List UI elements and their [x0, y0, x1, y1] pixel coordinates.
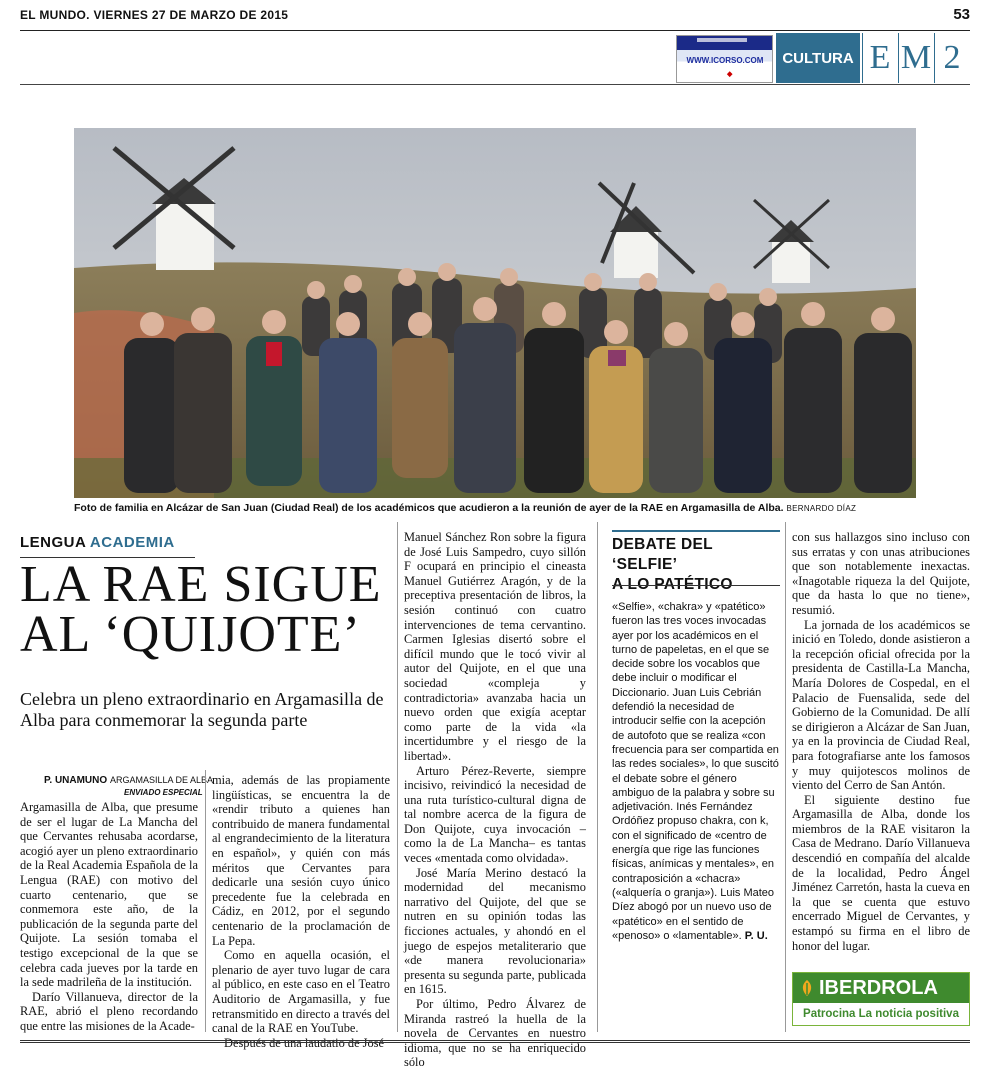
- photo-caption: [74, 502, 934, 514]
- paragraph: Después de una laudatio de José: [224, 1035, 385, 1050]
- sidebar-signature: P. U.: [744, 929, 768, 942]
- edition-letter-e: E: [862, 33, 897, 83]
- article-column-3: [404, 530, 586, 1070]
- article-column-1: [20, 800, 198, 1034]
- column-divider: [785, 522, 786, 1032]
- photo-caption-text: Foto de familia en Alcázar de San Juan (Ciudad Real) de los académicos que acudieron a la reunión de ayer de la RAE en Argamasilla de Alba.: [74, 502, 784, 514]
- photo-credit: BERNARDO DÍAZ: [786, 504, 857, 513]
- paragraph: mia, además de las propiamente lingüísticas, se encuentra la de «rendir tributo a quienes han contribuido de manera fundamental al engrandecimiento de la literatura en español», y quién con más méritos que Cervantes para dedicarle una sesión cuyo único precedente fue la celebrada en Cádiz, en 2012, por el segundo centenario de la proclamación de La Pepa.: [212, 773, 390, 948]
- leaf-icon: [799, 979, 815, 997]
- kicker-main: LENGUA: [20, 534, 86, 551]
- section-kicker: [20, 534, 175, 551]
- headline: [20, 556, 400, 663]
- article-column-5: [792, 530, 970, 953]
- sponsor-tagline: Patrocina La noticia positiva: [793, 1003, 969, 1025]
- deck: Celebra un pleno extraordinario en Argamasilla de Alba para conmemorar la segunda parte: [20, 689, 384, 730]
- sidebar-title: [612, 535, 780, 595]
- byline-role: ENVIADO ESPECIAL: [124, 788, 203, 797]
- paragraph: Arturo Pérez-Reverte, siempre incisivo, reivindicó la necesidad de una ruta turístico-cultural digna de tal nombre acerca de la figura de Don Quijote, cuya invocación –como la de La Mancha– es tantas veces «mentada como olvidada».: [404, 763, 586, 866]
- kicker-sub: ACADEMIA: [89, 534, 175, 551]
- page-bottom-rule: [20, 1040, 970, 1043]
- header-bottom-rule: [20, 84, 970, 85]
- article-column-2: [212, 773, 390, 1050]
- header-ad-url: WWW.ICORSO.COM: [686, 56, 764, 65]
- paragraph: Como en aquella ocasión, el plenario de ayer tuvo lugar de cara al público, en este caso en el Teatro Auditorio de Argamasilla, y fue retransmitido en directo a través del canal de la RAE en YouTube.: [212, 948, 390, 1036]
- sidebar-title-line-1: DEBATE DEL ‘SELFIE’: [612, 536, 713, 573]
- group-photo: [74, 128, 916, 498]
- byline-author: P. UNAMUNO: [44, 775, 108, 786]
- paragraph: La jornada de los académicos se inició en Toledo, donde asistieron a la recepción oficial ofrecida por la presidenta de Castilla-La Mancha, María Dolores de Cospedal, en el Palacio de Fuensalida, sede del Gobierno de la Comunidad. De allí se dirigieron a Alcázar de San Juan, ya en la provincia de Ciudad Real, para fotografiarse ante los famosos y muy quijotescos molinos de viento del Cerro de San Antón.: [792, 617, 970, 793]
- paragraph: El siguiente destino fue Argamasilla de Alba, donde los miembros de la RAE visitaron la Casa de Medrano. Darío Villanueva descendió en compañía del alcalde de la localidad, Pedro Ángel Jiménez Carretón, hasta la cueva en la que se cuenta que estuvo encerrado Miguel de Cervantes, y estampó su firma en el libro de honor del lugar.: [792, 792, 970, 953]
- section-label: CULTURA: [776, 33, 860, 83]
- column-divider: [205, 770, 206, 1032]
- paragraph: Por último, Pedro Álvarez de Miranda rastreó la huella de la novela de Cervantes en nuestro idioma, que no se ha enriquecido sólo: [404, 997, 586, 1070]
- sponsor-brand: IBERDROLA: [819, 976, 938, 999]
- paragraph: Manuel Sánchez Ron sobre la figura de José Luis Sampedro, cuyo sillón F ocupará en principio el cineasta Manuel Gutiérrez Aragón, y de la preceptiva presentación de libros, la sesión continuó con cuatro intervenciones de tema cervantino. Carmen Iglesias disertó sobre el difícil mundo que le tocó vivir al autor del Quijote, en el que una sociedad «compleja y contradictoria» avanzaba hacia un nuevo orden que exigía aceptar como parte de la vida «la incertidumbre y el riesgo de la libertad».: [404, 530, 586, 763]
- byline: [44, 775, 213, 786]
- page-number: 53: [953, 6, 970, 23]
- header-ad[interactable]: [676, 35, 773, 83]
- sponsor-ad[interactable]: [792, 972, 970, 1026]
- header-ad-logo: ◆: [727, 71, 733, 78]
- header-rule: [20, 30, 970, 31]
- headline-line-2: AL ‘QUIJOTE’: [20, 606, 361, 663]
- paragraph: Darío Villanueva, director de la RAE, abrió el pleno recordando que entre las misiones de la Acade-: [20, 989, 198, 1033]
- sidebar-top-rule: [612, 530, 780, 532]
- paragraph: Argamasilla de Alba, que presume de ser el lugar de La Mancha del que Cervantes rehusaba acordarse, acogió ayer un pleno extraordinario de la Real Academia Española de la Lengua (RAE) con motivo del cuarto centenario, que se conmemora este año, de la publicación de la segunda parte del Quijote. La sesión tomaba el testigo excepcional de la que se celebra cada jueves por la tarde en la sede madrileña de la institución.: [20, 800, 198, 990]
- column-divider: [597, 522, 598, 1032]
- paragraph: José María Merino destacó la modernidad del mecanismo narrativo del Quijote, del que se nutren en su opinión todas las ficciones actuales, y ahondó en el juego de espejos metaliterario que «de manera revolucionaria» presenta su segunda parte, publicada en 1615.: [404, 865, 586, 997]
- sidebar-text: «Selfie», «chakra» y «patético» fueron las tres voces invocadas ayer por los académicos en el turno de papeletas, en el que se decide sobre los vocablos que debe incluir o modificar el Diccionario. Juan Luis Cebrián defendió la necesidad de introducir selfie con la acepción de autofoto que se realiza «con frecuencia para ser compartida en las redes sociales», lo que suscitó el debate sobre el género ambiguo de la palabra y sobre su adjetivación. Inés Fernández Ordóñez propuso chakra, con k, con el significado de «centro de energía que rige las funciones físicas, anímicas y mentales», en contraposición a «chacra» («alquería o granja»). Luis Mateo Díez abogó por un nuevo uso de «patético» en el sentido de «penoso» o «lamentable».: [612, 601, 779, 942]
- sidebar-body: [612, 600, 780, 943]
- headline-line-1: LA RAE SIGUE: [20, 556, 382, 613]
- publication-dateline: EL MUNDO. VIERNES 27 DE MARZO DE 2015: [20, 8, 289, 22]
- edition-letter-m: M: [898, 33, 933, 83]
- sidebar-title-rule: [612, 585, 780, 586]
- column-divider: [397, 522, 398, 1032]
- edition-number: 2: [934, 33, 969, 83]
- byline-location: ARGAMASILLA DE ALBA: [109, 775, 213, 785]
- paragraph: con sus hallazgos sino incluso con sus erratas y con unas atribuciones que son notablemente inexactas. «Inagotable riqueza la del Quijote, que da hasta lo que no tiene», resumió.: [792, 530, 970, 617]
- sidebar-title-line-2: A LO PATÉTICO: [612, 576, 733, 593]
